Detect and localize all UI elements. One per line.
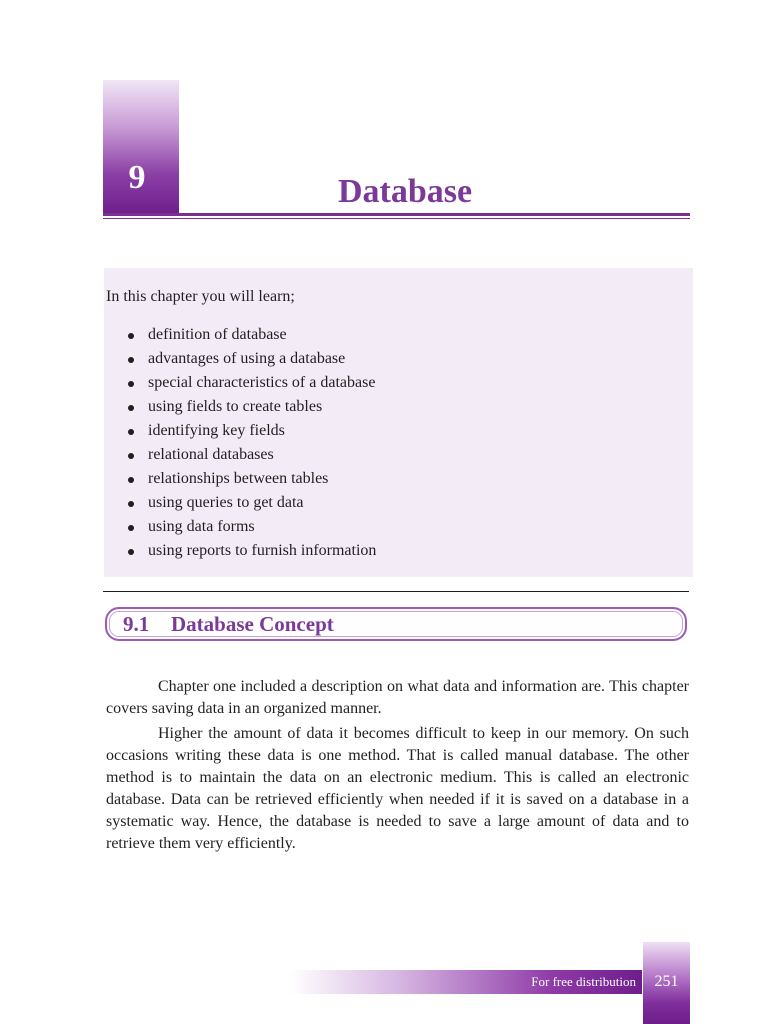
list-item — [126, 467, 376, 491]
list-item — [126, 539, 376, 563]
list-item — [126, 395, 376, 419]
footer-text: For free distribution — [531, 974, 636, 989]
title-rule — [103, 213, 690, 216]
list-item-text: advantages of using a database — [148, 350, 346, 367]
list-item — [126, 323, 376, 347]
list-item — [126, 491, 376, 515]
list-item-text: definition of database — [148, 326, 287, 343]
section-number: 9.1 — [123, 612, 150, 636]
bullet-icon — [128, 501, 134, 507]
list-item-text: using queries to get data — [148, 494, 304, 511]
bullet-icon — [128, 405, 134, 411]
list-item-text: relational databases — [148, 446, 274, 463]
body-paragraph: Chapter one included a description on what data and information are. This chapter covers saving data in an organized manner. — [106, 678, 689, 717]
body-paragraph: Higher the amount of data it becomes difficult to keep in our memory. On such occasions writing these data is one method. That is called manual database. The other method is to maintain the data on an electronic medium. This is called an electronic database. Data can be retrieved efficiently when needed if it is saved on a database in a systematic way. Hence, the database is needed to save a large amount of data and to retrieve them very efficiently. — [106, 725, 689, 852]
page-number: 251 — [654, 973, 679, 990]
objectives-intro: In this chapter you will learn; — [106, 288, 295, 305]
list-item — [126, 443, 376, 467]
bullet-icon — [128, 333, 134, 339]
list-item-text: special characteristics of a database — [148, 374, 376, 391]
chapter-number: 9 — [128, 159, 146, 196]
list-item — [126, 419, 376, 443]
section-divider — [103, 591, 689, 592]
section-heading — [105, 607, 687, 641]
list-item-text: using reports to furnish information — [148, 542, 377, 559]
bullet-icon — [128, 381, 134, 387]
list-item — [126, 347, 376, 371]
title-rule-thin — [103, 218, 690, 219]
section-title: Database Concept — [171, 612, 334, 636]
list-item — [126, 371, 376, 395]
list-item — [126, 515, 376, 539]
bullet-icon — [128, 453, 134, 459]
bullet-icon — [128, 429, 134, 435]
objectives-list — [126, 323, 376, 563]
list-item-text: relationships between tables — [148, 470, 329, 487]
bullet-icon — [128, 525, 134, 531]
bullet-icon — [128, 549, 134, 555]
chapter-title: Database — [337, 173, 473, 210]
list-item-text: identifying key fields — [148, 422, 285, 439]
learning-objectives-box — [104, 268, 693, 577]
list-item-text: using data forms — [148, 518, 255, 535]
bullet-icon — [128, 477, 134, 483]
bullet-icon — [128, 357, 134, 363]
list-item-text: using fields to create tables — [148, 398, 323, 415]
footer-band — [290, 970, 642, 994]
